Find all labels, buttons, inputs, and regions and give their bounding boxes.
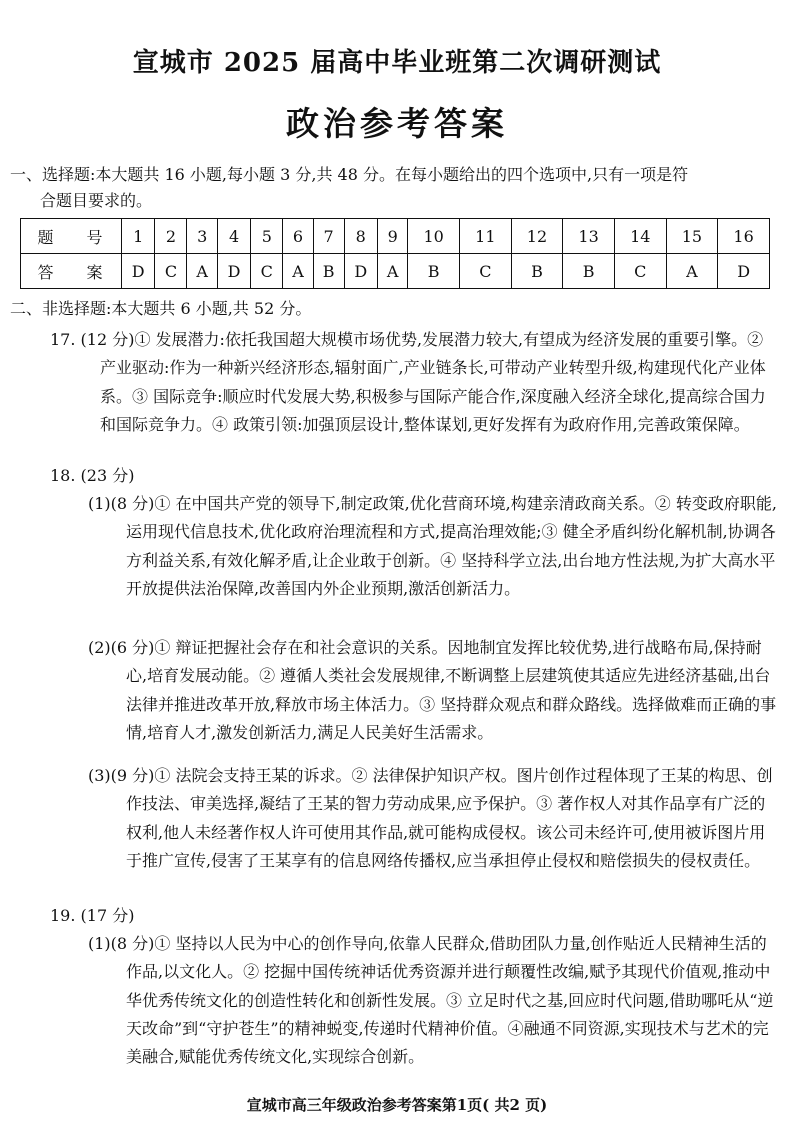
question-number-cell: 9 — [377, 219, 407, 254]
answer-cell: B — [511, 254, 563, 289]
q19-p1-text: (1)(8 分)① 坚持以人民为中心的创作导向,依靠人民群众,借助团队力量,创作贴近人民精神生活的作品,以文化人。② 挖掘中国传统神话优秀资源并进行颠覆性改编,赋予其现代价值观,推动中华优秀传统文化的创造性转化和创新性发展。③ 立足时代之基,回应时代问题,借助哪吒从“逆天改命”到“守护苍生”的精神蜕变,传递时代精神价值。④融通不同资源,实现技术与艺术的完美融合,赋能优秀传统文化,实现综合创新。 — [88, 934, 774, 1067]
section1-line1: 一、选择题:本大题共 16 小题,每小题 3 分,共 48 分。在每小题给出的四个选项中,只有一项是符 — [10, 165, 689, 184]
question-18-part-2 — [88, 634, 778, 747]
question-number-cell: 7 — [313, 219, 344, 254]
section1-line2: 合题目要求的。 — [40, 191, 153, 210]
answer-cell: C — [251, 254, 283, 289]
question-number-label: 题 号 — [21, 219, 122, 254]
answer-cell: A — [666, 254, 718, 289]
question-19-heading: 19. (17 分) — [50, 906, 135, 925]
question-number-cell: 3 — [187, 219, 217, 254]
answer-row — [21, 254, 770, 289]
answer-cell: C — [614, 254, 666, 289]
question-19-part-1 — [88, 930, 778, 1071]
question-number-cell: 13 — [563, 219, 615, 254]
question-17-answer — [50, 326, 770, 439]
question-number-cell: 8 — [344, 219, 377, 254]
answer-cell: A — [187, 254, 217, 289]
answer-cell: D — [344, 254, 377, 289]
question-18-part-3 — [88, 762, 778, 875]
question-number-row — [21, 219, 770, 254]
q18-p2-text: (2)(6 分)① 辩证把握社会存在和社会意识的关系。因地制宜发挥比较优势,进行战略布局,保持耐心,培育发展动能。② 遵循人类社会发展规律,不断调整上层建筑使其适应先进经济基础,出台法律并推进改革开放,释放市场主体活力。③ 坚持群众观点和群众路线。选择做难而正确的事情,培育人才,激发创新活力,满足人民美好生活需求。 — [88, 638, 777, 742]
question-number-cell: 6 — [283, 219, 313, 254]
question-18-part-1 — [88, 490, 778, 603]
q18-p3-text: (3)(9 分)① 法院会支持王某的诉求。② 法律保护知识产权。图片创作过程体现了王某的构思、创作技法、审美选择,凝结了王某的智力劳动成果,应予保护。③ 著作权人对其作品享有广泛的权利,他人未经著作权人许可使用其作品,就可能构成侵权。该公司未经许可,使用被诉图片用于推广宣传,侵害了王某享有的信息网络传播权,应当承担停止侵权和赔偿损失的侵权责任。 — [88, 766, 773, 870]
question-number-cell: 1 — [122, 219, 155, 254]
question-number-cell: 15 — [666, 219, 718, 254]
question-number-cell: 12 — [511, 219, 563, 254]
answer-cell: A — [283, 254, 313, 289]
answer-cell: A — [377, 254, 407, 289]
answer-cell: B — [563, 254, 615, 289]
section2-instructions: 二、非选择题:本大题共 6 小题,共 52 分。 — [10, 299, 312, 318]
answer-cell: D — [122, 254, 155, 289]
question-number-cell: 16 — [718, 219, 770, 254]
answer-cell: C — [460, 254, 512, 289]
answer-cell: B — [408, 254, 460, 289]
answer-cell: D — [718, 254, 770, 289]
answer-cell: C — [155, 254, 187, 289]
question-number-cell: 10 — [408, 219, 460, 254]
question-number-cell: 2 — [155, 219, 187, 254]
exam-title: 宣城市 2025 届高中毕业班第二次调研测试 — [132, 48, 662, 78]
answer-label: 答 案 — [21, 254, 122, 289]
document-subtitle: 政治参考答案 — [286, 104, 508, 143]
question-number-cell: 5 — [251, 219, 283, 254]
page-footer: 宣城市高三年级政治参考答案第1页( 共2 页) — [246, 1096, 548, 1114]
question-number-cell: 4 — [217, 219, 250, 254]
question-number-cell: 14 — [614, 219, 666, 254]
section1-instructions — [10, 162, 778, 214]
q17-text: 17. (12 分)① 发展潜力:依托我国超大规模市场优势,发展潜力较大,有望成为经济发展的重要引擎。② 产业驱动:作为一种新兴经济形态,辐射面广,产业链条长,可带动产业转型升级,构建现代化产业体系。③ 国际竞争:顺应时代发展大势,积极参与国际产能合作,深度融入经济全球化,提高综合国力和国际竞争力。④ 政策引领:加强顶层设计,整体谋划,更好发挥有为政府作用,完善政策保障。 — [50, 330, 766, 434]
answer-cell: D — [217, 254, 250, 289]
question-18-heading: 18. (23 分) — [50, 466, 135, 485]
answer-table — [20, 218, 770, 289]
q18-p1-text: (1)(8 分)① 在中国共产党的领导下,制定政策,优化营商环境,构建亲清政商关系。② 转变政府职能,运用现代信息技术,优化政府治理流程和方式,提高治理效能;③ 健全矛盾纠纷化解机制,协调各方利益关系,有效化解矛盾,让企业敢于创新。④ 坚持科学立法,出台地方性法规,为扩大高水平开放提供法治保障,改善国内外企业预期,激活创新活力。 — [88, 494, 777, 598]
question-number-cell: 11 — [460, 219, 512, 254]
answer-cell: B — [313, 254, 344, 289]
